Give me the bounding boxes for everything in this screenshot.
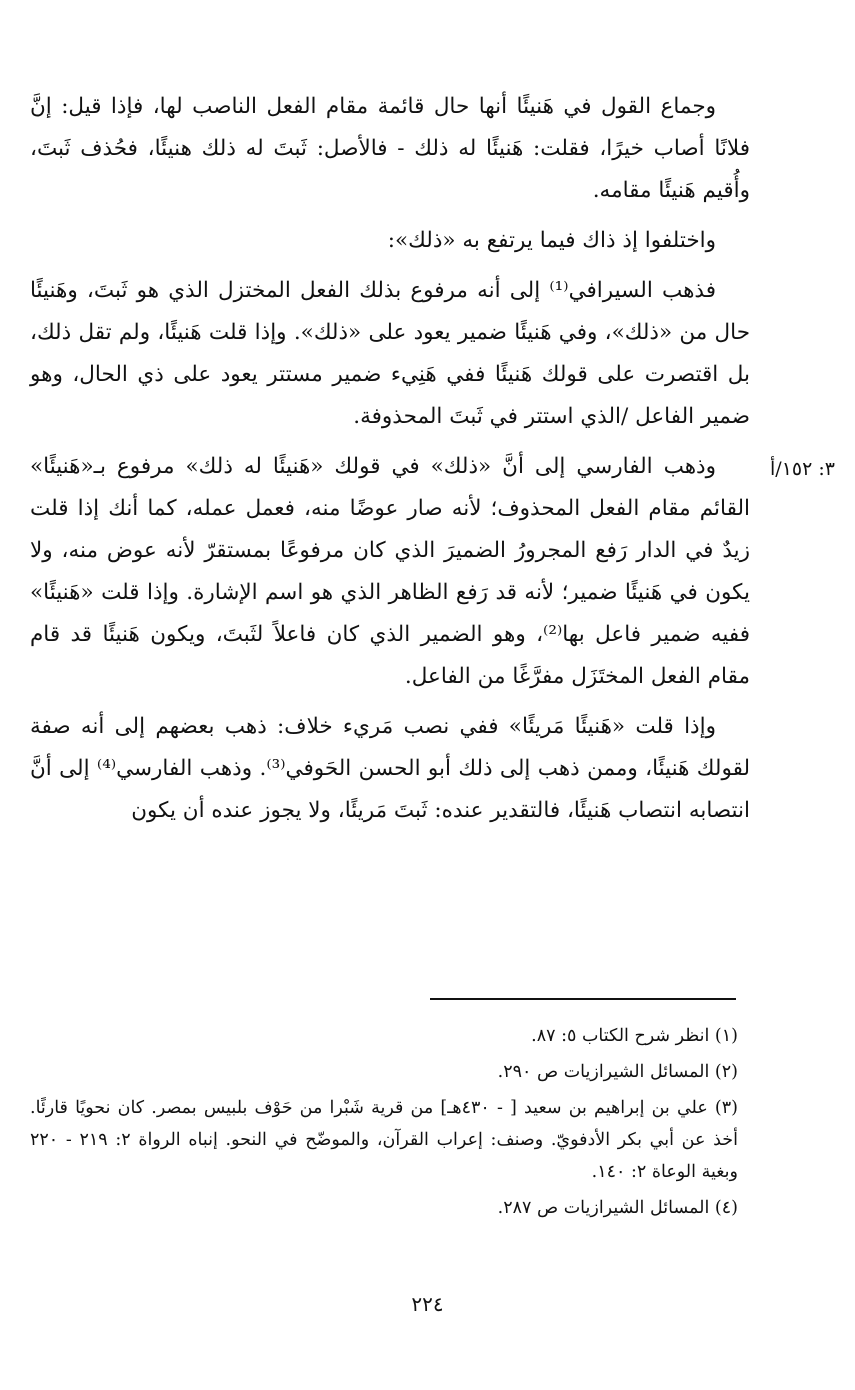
manuscript-folio-note: ٣: ١٥٢/أ	[770, 458, 835, 480]
paragraph: وإذا قلت «هَنيئًا مَريئًا» ففي نصب مَريء خلاف: ذهب بعضهم إلى أنه صفة لقولك هَنيئًا، وممن ذهب إلى ذلك أبو الحسن الحَوفي⁽³⁾. وذهب الفارسي⁽⁴⁾ إلى أنَّ انتصابه انتصاب هَنيئًا، فالتقدير عنده: ثَبتَ مَريئًا، ولا يجوز عنده أن يكون	[30, 714, 751, 823]
footnote: (٢) المسائل الشيرازيات ص ٢٩٠.	[497, 1062, 738, 1082]
paragraph: وجماع القول في هَنيئًا أنها حال قائمة مقام الفعل الناصب لها، فإذا قيل: إنَّ فلانًا أصاب خيرًا، فقلت: هَنيئًا له ذلك - فالأصل: ثَبتَ له ذلك هنيئًا، فحُذف ثَبتَ، وأُقيم هَنيئًا مقامه.	[30, 94, 750, 203]
paragraph: واختلفوا إذ ذاك فيما يرتفع به «ذلك»:	[387, 228, 716, 253]
footnote: (٣) علي بن إبراهيم بن سعيد [ - ٤٣٠هـ] من قرية شَبْرا من حَوْف بلبيس بمصر. كان نحويًا قارئًا. أخذ عن أبي بكر الأدفويّ. وصنف: إعراب القرآن، والموضّح في النحو. إنباه الرواة ٢: ٢١٩ - ٢٢٠ وبغية الوعاة ٢: ١٤٠.	[30, 1098, 738, 1182]
footnotes	[30, 1020, 738, 1228]
paragraph: فذهب السيرافي⁽¹⁾ إلى أنه مرفوع بذلك الفعل المختزل الذي هو ثَبتَ، وهَنيئًا حال من «ذلك»، وفي هَنيئًا ضمير يعود على «ذلك». وإذا قلت هَنيئًا، ولم تقل ذلك، بل اقتصرت على قولك هَنيئًا ففي هَنِيء ضمير مستتر يعود على ذي الحال، وهو ضمير الفاعل /الذي استتر في ثَبتَ المحذوفة.	[30, 278, 750, 429]
footnote-divider	[430, 998, 736, 1000]
page-number: ٢٢٤	[411, 1292, 444, 1316]
paragraph: وذهب الفارسي إلى أنَّ «ذلك» في قولك «هَنيئًا له ذلك» مرفوع بـ«هَنيئًا» القائم مقام الفعل المحذوف؛ لأنه صار عوضًا منه، فعمل عمله، كما أنك إذا قلت زيدٌ في الدار رَفع المجرورُ الضميرَ الذي كان مرفوعًا بمستقرّ لأنه عوض منه، ولا يكون في هَنيئًا ضمير؛ لأنه قد رَفع الظاهر الذي هو اسم الإشارة. وإذا قلت «هَنيئًا» ففيه ضمير فاعل بها⁽²⁾، وهو الضمير الذي كان فاعلاً لثَبتَ، ويكون هَنيئًا قد قام مقام الفعل المختَزَل مفرَّغًا من الفاعل.	[30, 454, 750, 689]
footnote: (١) انظر شرح الكتاب ٥: ٨٧.	[531, 1026, 738, 1046]
footnote: (٤) المسائل الشيرازيات ص ٢٨٧.	[497, 1198, 738, 1218]
main-text	[30, 70, 750, 840]
